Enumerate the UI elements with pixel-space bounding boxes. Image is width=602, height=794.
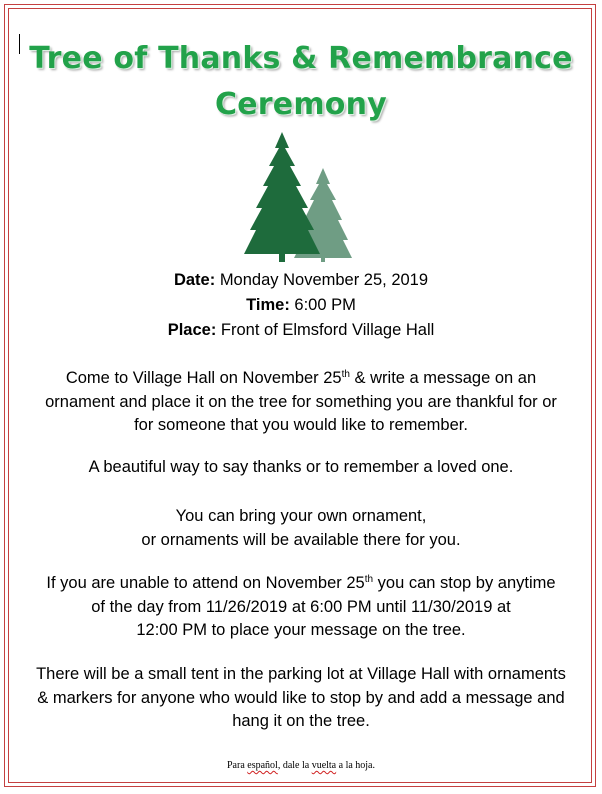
date-line <box>10 268 592 293</box>
spanish-note <box>10 760 592 771</box>
title-line-1: Tree of Thanks & Remembrance <box>29 41 573 76</box>
spanish-note-word-1: español <box>247 760 278 771</box>
alternate-text-1: If you are unable to attend on November 25 <box>46 574 365 592</box>
tent-paragraph <box>10 663 592 734</box>
tent-line-1: There will be a small tent in the parking lot at Village Hall with ornaments <box>36 665 566 683</box>
spanish-note-text-1: Para <box>226 760 248 771</box>
tent-line-3: hang it on the tree. <box>232 712 370 730</box>
alternate-text-2: you can stop by anytime <box>373 574 556 592</box>
place-label: Place: <box>167 321 217 339</box>
alternate-line-2: of the day from 11/26/2019 at 6:00 PM until 11/30/2019 at <box>91 597 511 616</box>
pine-trees-graphic <box>240 132 360 264</box>
date-value: Monday November 25, 2019 <box>219 271 429 289</box>
pine-trees-icon <box>240 132 360 264</box>
alternate-time-paragraph <box>10 572 592 643</box>
thanks-line-1: A beautiful way to say thanks or to remember a loved one. <box>88 458 514 476</box>
ornament-paragraph <box>10 505 592 552</box>
ordinal-suffix: th <box>341 369 350 380</box>
tent-line-2: & markers for anyone who would like to stop by and add a message and <box>37 688 565 707</box>
ordinal-suffix-2: th <box>364 574 374 585</box>
event-details <box>10 268 592 343</box>
time-label: Time: <box>246 296 290 314</box>
thanks-paragraph <box>10 456 592 480</box>
spanish-note-word-2: vuelta <box>311 760 337 771</box>
spanish-note-text-3: a la hoja. <box>336 760 375 771</box>
place-value: Front of Elmsford Village Hall <box>220 321 435 339</box>
date-label: Date: <box>173 271 216 289</box>
invitation-text-1: Come to Village Hall on November 25 <box>65 369 342 387</box>
time-value: 6:00 PM <box>294 296 356 314</box>
flyer-title <box>10 36 592 128</box>
title-line-2: Ceremony <box>215 87 387 122</box>
alternate-line-1 <box>10 572 592 596</box>
invitation-line-1 <box>10 367 592 391</box>
ornament-line-2: or ornaments will be available there for you. <box>141 530 461 549</box>
invitation-paragraph <box>10 367 592 438</box>
place-line <box>10 318 592 343</box>
front-tree-icon <box>244 132 320 262</box>
invitation-line-2: ornament and place it on the tree for something you are thankful for or <box>45 392 557 411</box>
time-line <box>10 293 592 318</box>
invitation-text-2: & write a message on an <box>349 369 537 387</box>
spanish-note-text-2: , dale la <box>277 760 312 771</box>
invitation-line-3: for someone that you would like to remember. <box>134 416 468 434</box>
ornament-line-1: You can bring your own ornament, <box>175 507 427 525</box>
alternate-line-3: 12:00 PM to place your message on the tree. <box>136 621 466 639</box>
